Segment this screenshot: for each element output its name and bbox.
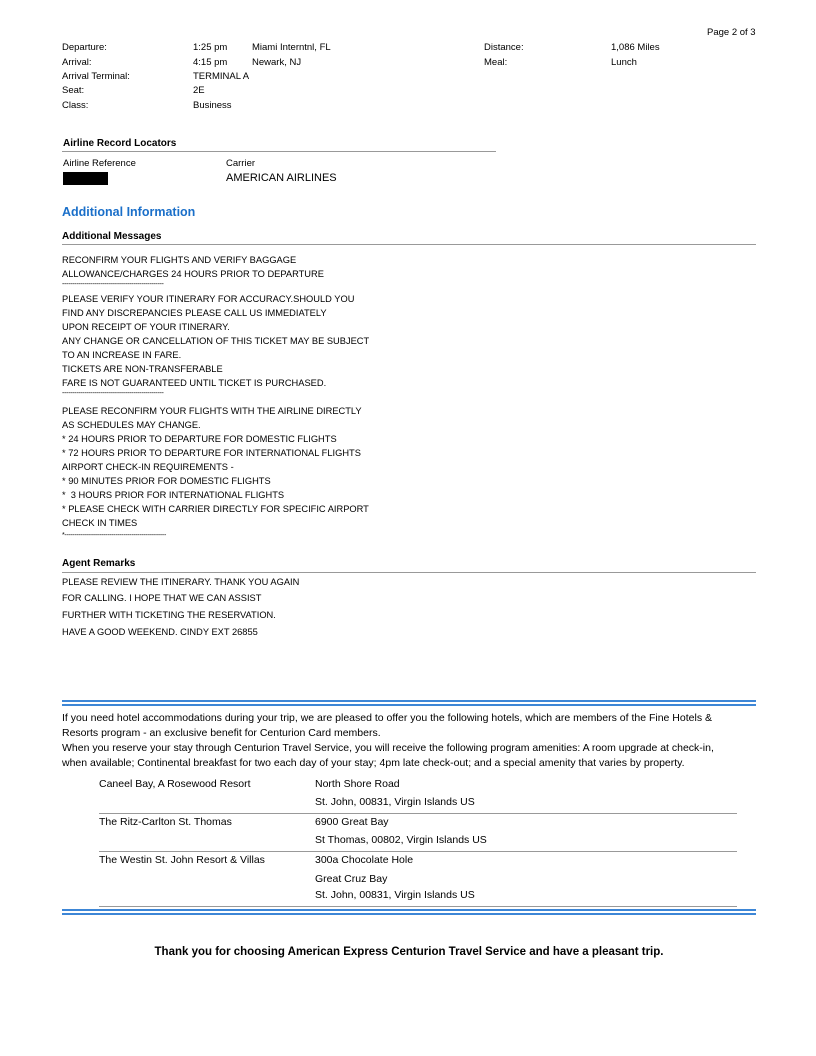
hotels-top-rule <box>62 700 756 702</box>
hotel-address-line: 6900 Great Bay <box>315 816 389 828</box>
class-label: Class: <box>62 100 89 111</box>
additional-info-heading: Additional Information <box>62 205 196 219</box>
message-line: AIRPORT CHECK-IN REQUIREMENTS - <box>62 462 234 472</box>
page-number: Page 2 of 3 <box>707 27 756 38</box>
remark-line: PLEASE REVIEW THE ITINERARY. THANK YOU AGAIN <box>62 577 300 587</box>
hotel-name: Caneel Bay, A Rosewood Resort <box>99 778 251 790</box>
class-value: Business <box>193 100 232 111</box>
meal-label: Meal: <box>484 57 508 68</box>
distance-value: 1,086 Miles <box>611 42 660 53</box>
carrier-header: Carrier <box>226 158 256 169</box>
departure-time: 1:25 pm <box>193 42 228 53</box>
additional-messages-heading: Additional Messages <box>62 231 162 242</box>
hotel-divider <box>99 906 737 907</box>
hotel-name: The Ritz-Carlton St. Thomas <box>99 816 232 828</box>
hotels-top-rule-2 <box>62 704 756 706</box>
departure-label: Departure: <box>62 42 107 53</box>
message-line: CHECK IN TIMES <box>62 518 138 528</box>
agent-remarks-divider <box>62 572 756 573</box>
hotel-divider <box>99 813 737 814</box>
hotel-address-line: North Shore Road <box>315 778 400 790</box>
hotel-address-line: St Thomas, 00802, Virgin Islands US <box>315 834 487 846</box>
arrival-terminal-value: TERMINAL A <box>193 71 250 82</box>
meal-value: Lunch <box>611 57 637 68</box>
agent-remarks-heading: Agent Remarks <box>62 558 136 569</box>
hotels-bottom-rule-2 <box>62 913 756 915</box>
message-line: * 24 HOURS PRIOR TO DEPARTURE FOR DOMESTIC FLIGHTS <box>62 434 337 444</box>
record-locators-divider <box>62 151 496 152</box>
airline-reference-header: Airline Reference <box>63 158 136 169</box>
seat-label: Seat: <box>62 85 85 96</box>
seat-value: 2E <box>193 85 205 96</box>
message-line: UPON RECEIPT OF YOUR ITINERARY. <box>62 322 230 332</box>
remark-line: HAVE A GOOD WEEKEND. CINDY EXT 26855 <box>62 627 258 637</box>
message-line: TO AN INCREASE IN FARE. <box>62 350 182 360</box>
message-separator: -------------------------------------------------- <box>62 281 164 288</box>
distance-label: Distance: <box>484 42 524 53</box>
message-line: PLEASE VERIFY YOUR ITINERARY FOR ACCURACY.SHOULD YOU <box>62 294 355 304</box>
hotel-address-line: 300a Chocolate Hole <box>315 854 414 866</box>
redacted-reference <box>63 172 108 185</box>
message-line: * 72 HOURS PRIOR TO DEPARTURE FOR INTERNATIONAL FLIGHTS <box>62 448 361 458</box>
hotels-intro-line: If you need hotel accommodations during your trip, we are pleased to offer you the following hotels, which are members of the Fine Hotels & <box>62 712 712 724</box>
hotel-name: The Westin St. John Resort & Villas <box>99 854 265 866</box>
message-line: RECONFIRM YOUR FLIGHTS AND VERIFY BAGGAGE <box>62 255 297 265</box>
departure-place: Miami Interntnl, FL <box>252 42 331 53</box>
message-line: FIND ANY DISCREPANCIES PLEASE CALL US IMMEDIATELY <box>62 308 327 318</box>
remark-line: FOR CALLING. I HOPE THAT WE CAN ASSIST <box>62 593 262 603</box>
hotels-intro-line: Resorts program - an exclusive benefit for Centurion Card members. <box>62 727 381 739</box>
hotels-intro-line: when available; Continental breakfast for two each day of your stay; 4pm late check-out; and a special amenity that varies by property. <box>62 757 685 769</box>
hotel-address-line: St. John, 00831, Virgin Islands US <box>315 889 475 901</box>
message-line: PLEASE RECONFIRM YOUR FLIGHTS WITH THE AIRLINE DIRECTLY <box>62 406 362 416</box>
remark-line: FURTHER WITH TICKETING THE RESERVATION. <box>62 610 276 620</box>
message-line: * PLEASE CHECK WITH CARRIER DIRECTLY FOR SPECIFIC AIRPORT <box>62 504 369 514</box>
hotel-address-line: Great Cruz Bay <box>315 873 388 885</box>
message-line: AS SCHEDULES MAY CHANGE. <box>62 420 201 430</box>
message-line: ALLOWANCE/CHARGES 24 HOURS PRIOR TO DEPARTURE <box>62 269 324 279</box>
record-locators-heading: Airline Record Locators <box>63 138 177 149</box>
hotel-divider <box>99 851 737 852</box>
hotel-address-line: St. John, 00831, Virgin Islands US <box>315 796 475 808</box>
message-line: * 90 MINUTES PRIOR FOR DOMESTIC FLIGHTS <box>62 476 271 486</box>
additional-messages-divider <box>62 244 756 245</box>
arrival-time: 4:15 pm <box>193 57 228 68</box>
message-separator: -------------------------------------------------- <box>62 390 164 397</box>
message-line: ANY CHANGE OR CANCELLATION OF THIS TICKET MAY BE SUBJECT <box>62 336 370 346</box>
arrival-terminal-label: Arrival Terminal: <box>62 71 130 82</box>
message-separator: *-------------------------------------------------- <box>62 532 166 539</box>
arrival-label: Arrival: <box>62 57 92 68</box>
hotels-intro-line: When you reserve your stay through Centurion Travel Service, you will receive the following program amenities: A room upgrade at check-in, <box>62 742 714 754</box>
closing-message: Thank you for choosing American Express Centurion Travel Service and have a pleasant trip. <box>154 946 664 958</box>
message-line: * 3 HOURS PRIOR FOR INTERNATIONAL FLIGHTS <box>62 490 285 500</box>
carrier-value: AMERICAN AIRLINES <box>226 172 337 184</box>
message-line: TICKETS ARE NON-TRANSFERABLE <box>62 364 223 374</box>
hotels-bottom-rule <box>62 909 756 911</box>
arrival-place: Newark, NJ <box>252 57 302 68</box>
message-line: FARE IS NOT GUARANTEED UNTIL TICKET IS PURCHASED. <box>62 378 327 388</box>
